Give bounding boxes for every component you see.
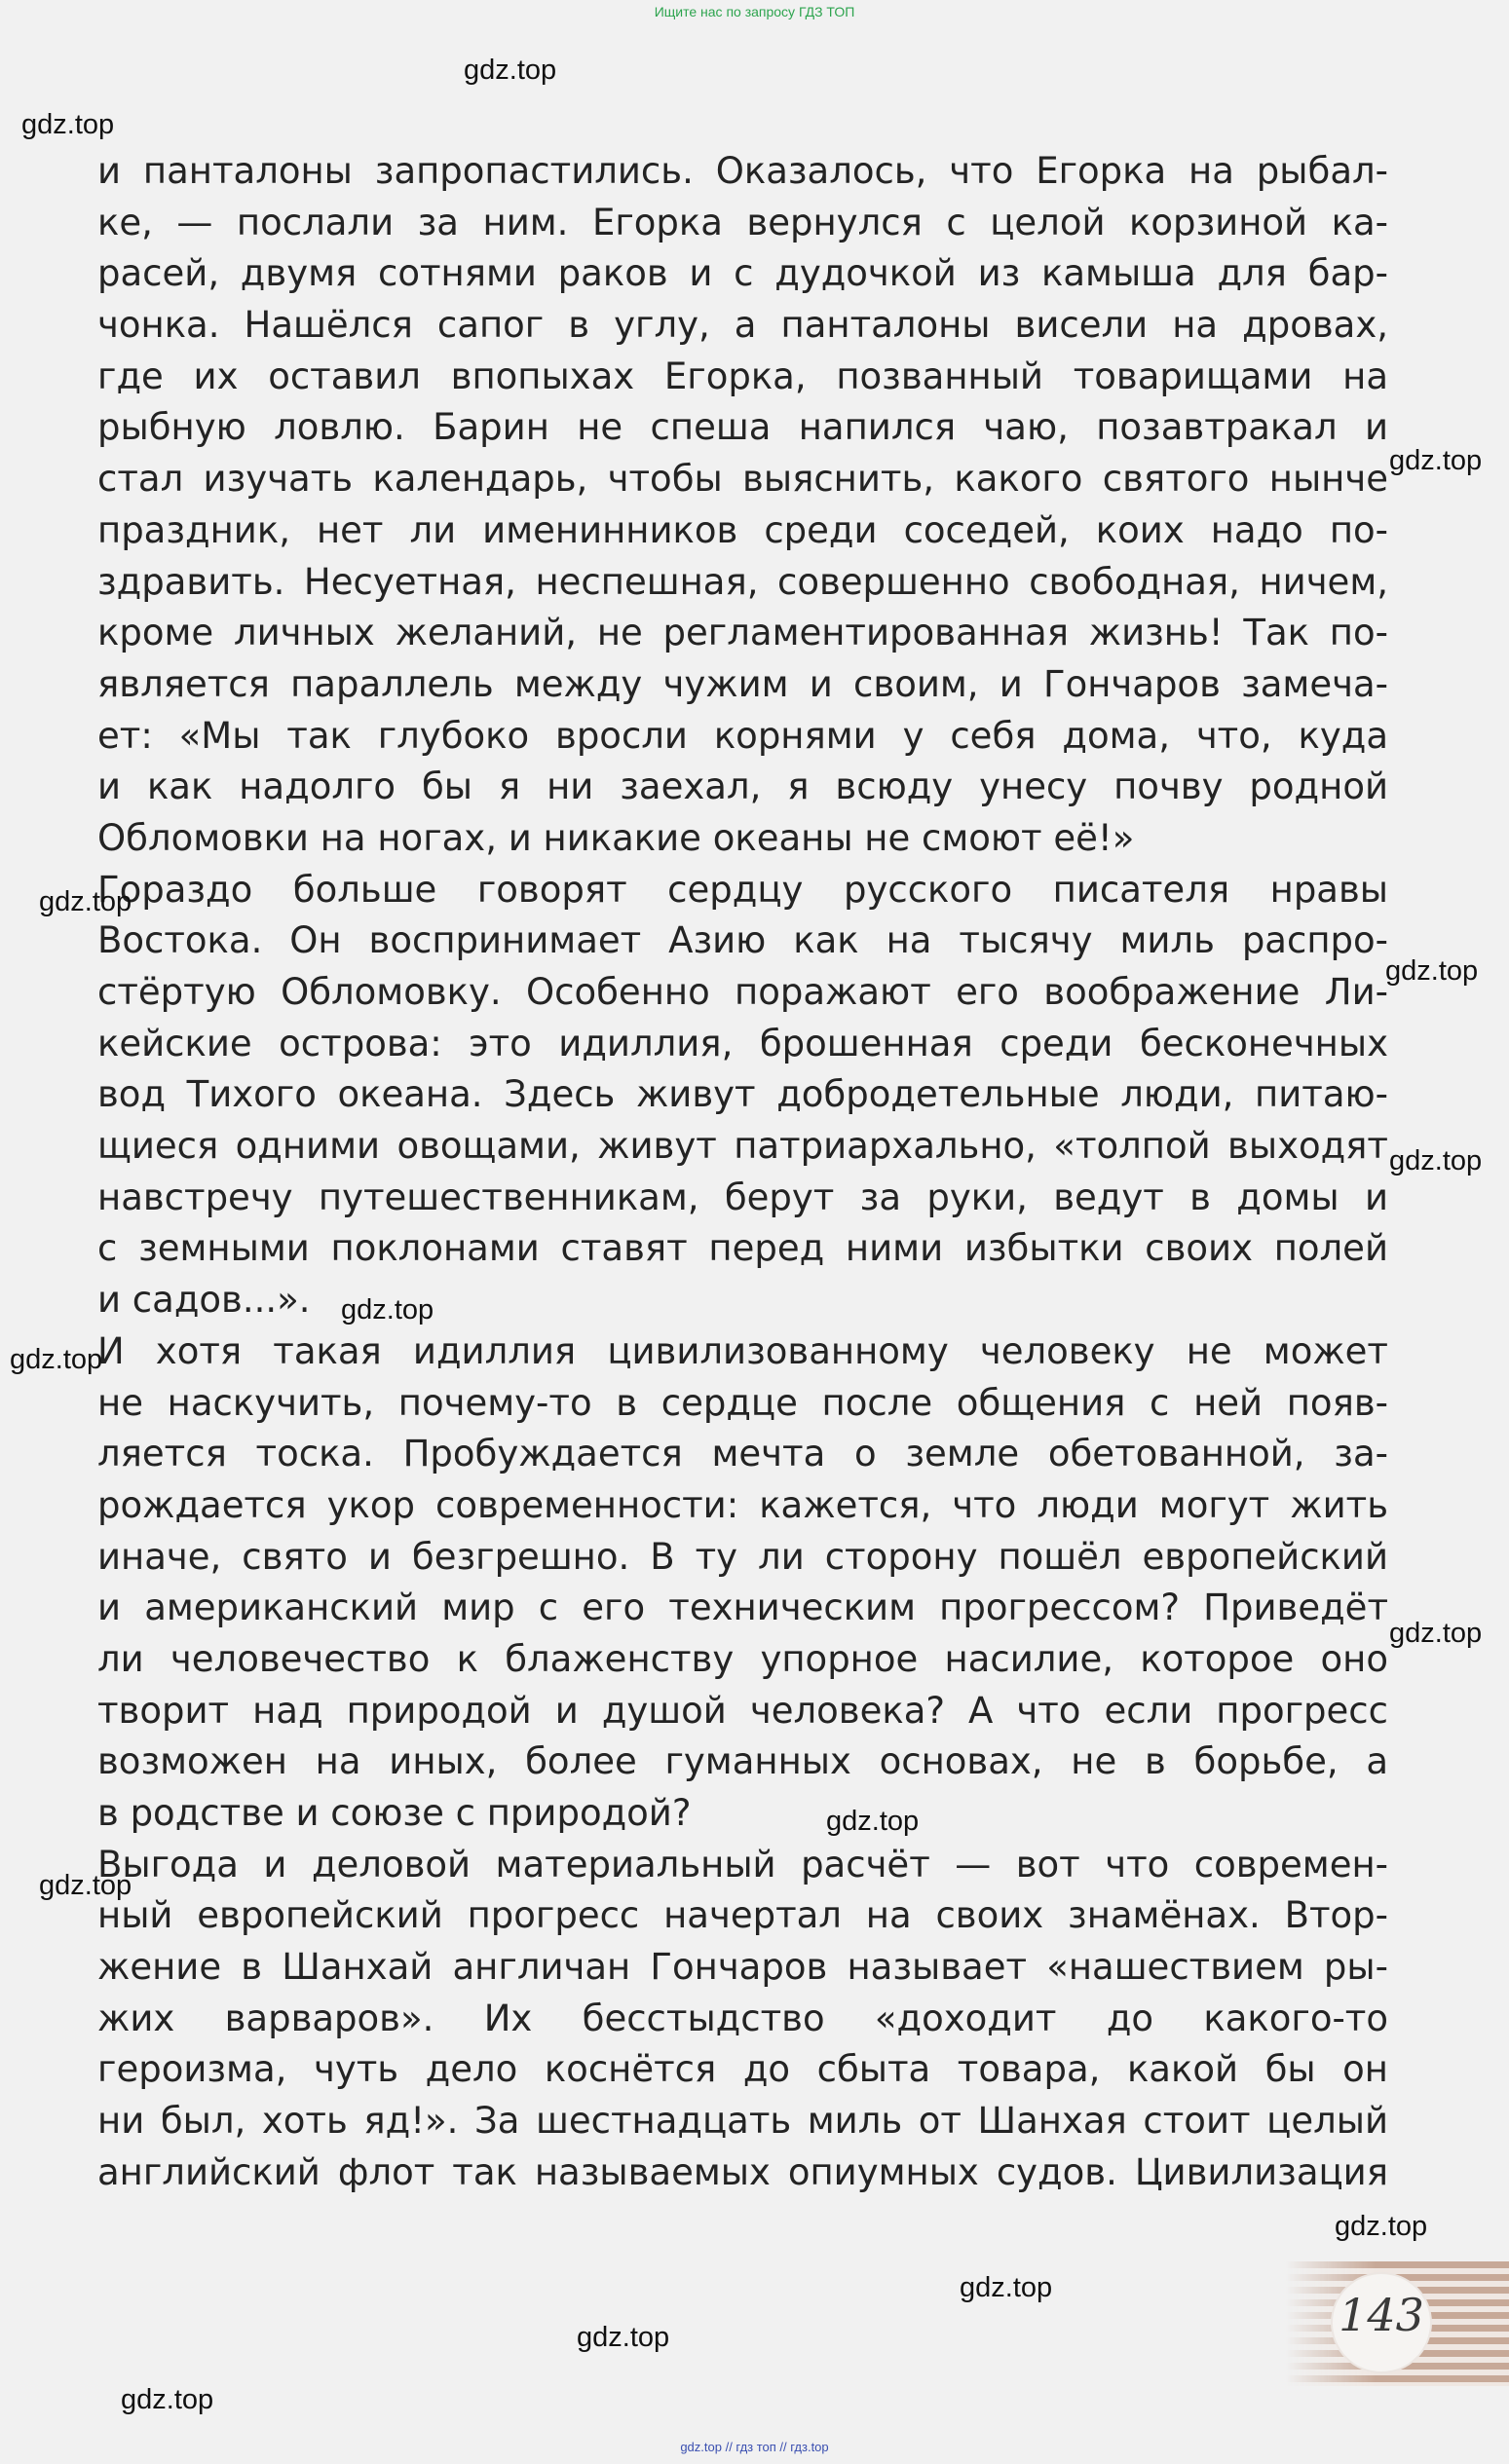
text-line: ный европейский прогресс начертал на своих знамёнах. Втор- bbox=[97, 1894, 1388, 1937]
watermark: gdz.top bbox=[1385, 955, 1479, 987]
text-line: рыбную ловлю. Барин не спеша напился чаю, позавтракал и bbox=[97, 406, 1388, 449]
text-line: английский флот так называемых опиумных судов. Цивилизация bbox=[97, 2150, 1388, 2193]
text-line: ляется тоска. Пробуждается мечта о земле обетованной, за- bbox=[97, 1433, 1388, 1475]
text-line: героизма, чуть дело коснётся до сбыта товара, какой бы он bbox=[97, 2048, 1388, 2091]
text-line: ке, — послали за ним. Егорка вернулся с целой корзиной ка- bbox=[97, 201, 1388, 243]
watermark: gdz.top bbox=[960, 2272, 1053, 2303]
footer-note: gdz.top // гдз топ // гдз.top bbox=[680, 2440, 829, 2454]
text-line: не наскучить, почему-то в сердце после общения с ней появ- bbox=[97, 1381, 1388, 1424]
body-text bbox=[97, 146, 1388, 2199]
text-line: стал изучать календарь, чтобы выяснить, какого святого нынче bbox=[97, 458, 1388, 501]
text-line: в родстве и союзе с природой? bbox=[97, 1792, 692, 1834]
text-line: Выгода и деловой материальный расчёт — вот что современ- bbox=[97, 1843, 1388, 1885]
text-line: возможен на иных, более гуманных основах, не в борьбе, а bbox=[97, 1740, 1388, 1783]
text-line: где их оставил впопыхах Егорка, позванный товарищами на bbox=[97, 355, 1388, 397]
text-line: и как надолго бы я ни заехал, я всюду унесу почву родной bbox=[97, 765, 1388, 808]
text-line: иначе, свято и безгрешно. В ту ли сторону пошёл европейский bbox=[97, 1535, 1388, 1578]
watermark: gdz.top bbox=[21, 109, 115, 140]
text-line: жих варваров». Их бесстыдство «доходит до какого-то bbox=[97, 1997, 1388, 2039]
text-line: И хотя такая идиллия цивилизованному человеку не может bbox=[97, 1329, 1388, 1372]
header-note: Ищите нас по запросу ГДЗ ТОП bbox=[654, 4, 855, 19]
text-line: ни был, хоть яд!». За шестнадцать миль от Шанхая стоит целый bbox=[97, 2100, 1388, 2143]
watermark: gdz.top bbox=[39, 886, 132, 917]
text-line: и американский мир с его техническим прогрессом? Приведёт bbox=[97, 1587, 1388, 1629]
text-line: является параллель между чужим и своим, и Гончаров замеча- bbox=[97, 662, 1388, 705]
page-number: 143 bbox=[1339, 2289, 1424, 2341]
text-line: и садов...». bbox=[97, 1279, 311, 1322]
text-line: расей, двумя сотнями раков и с дудочкой из камыша для бар- bbox=[97, 252, 1388, 295]
text-line: стёртую Обломовку. Особенно поражают его воображение Ли- bbox=[97, 971, 1388, 1013]
watermark: gdz.top bbox=[121, 2384, 214, 2415]
text-line: рождается укор современности: кажется, что люди могут жить bbox=[97, 1483, 1388, 1526]
watermark: gdz.top bbox=[1335, 2211, 1428, 2242]
text-line: жение в Шанхай англичан Гончаров называет «нашествием ры- bbox=[97, 1946, 1388, 1989]
text-line: Гораздо больше говорят сердцу русского писателя нравы bbox=[97, 868, 1388, 911]
text-line: вод Тихого океана. Здесь живут добродетельные люди, питаю- bbox=[97, 1073, 1388, 1116]
text-line: здравить. Несуетная, неспешная, совершенно свободная, ничем, bbox=[97, 560, 1388, 603]
watermark: gdz.top bbox=[39, 1870, 132, 1901]
text-line: Обломовки на ногах, и никакие океаны не смоют её!» bbox=[97, 816, 1135, 859]
watermark: gdz.top bbox=[826, 1806, 920, 1837]
text-line: Востока. Он воспринимает Азию как на тысячу миль распро- bbox=[97, 919, 1388, 962]
watermark: gdz.top bbox=[341, 1294, 434, 1325]
watermark: gdz.top bbox=[464, 55, 557, 86]
text-line: с земными поклонами ставят перед ними избытки своих полей bbox=[97, 1227, 1388, 1270]
text-line: творит над природой и душой человека? А что если прогресс bbox=[97, 1689, 1388, 1732]
text-line: навстречу путешественникам, берут за руки, ведут в домы и bbox=[97, 1176, 1388, 1218]
text-line: и панталоны запропастились. Оказалось, что Егорка на рыбал- bbox=[97, 150, 1388, 192]
watermark: gdz.top bbox=[1389, 445, 1483, 476]
text-line: ли человечество к блаженству упорное насилие, которое оно bbox=[97, 1637, 1388, 1680]
text-line: праздник, нет ли именинников среди соседей, коих надо по- bbox=[97, 508, 1388, 551]
watermark: gdz.top bbox=[577, 2322, 670, 2353]
watermark: gdz.top bbox=[1389, 1618, 1483, 1649]
text-line: кейские острова: это идиллия, брошенная среди бесконечных bbox=[97, 1022, 1388, 1064]
text-line: щиеся одними овощами, живут патриархально, «толпой выходят bbox=[97, 1125, 1388, 1168]
text-line: ет: «Мы так глубоко вросли корнями у себя дома, что, куда bbox=[97, 714, 1388, 757]
watermark: gdz.top bbox=[1389, 1145, 1483, 1176]
watermark: gdz.top bbox=[10, 1344, 103, 1375]
text-line: чонка. Нашёлся сапог в углу, а панталоны висели на дровах, bbox=[97, 304, 1388, 347]
text-line: кроме личных желаний, не регламентированная жизнь! Так по- bbox=[97, 612, 1388, 654]
